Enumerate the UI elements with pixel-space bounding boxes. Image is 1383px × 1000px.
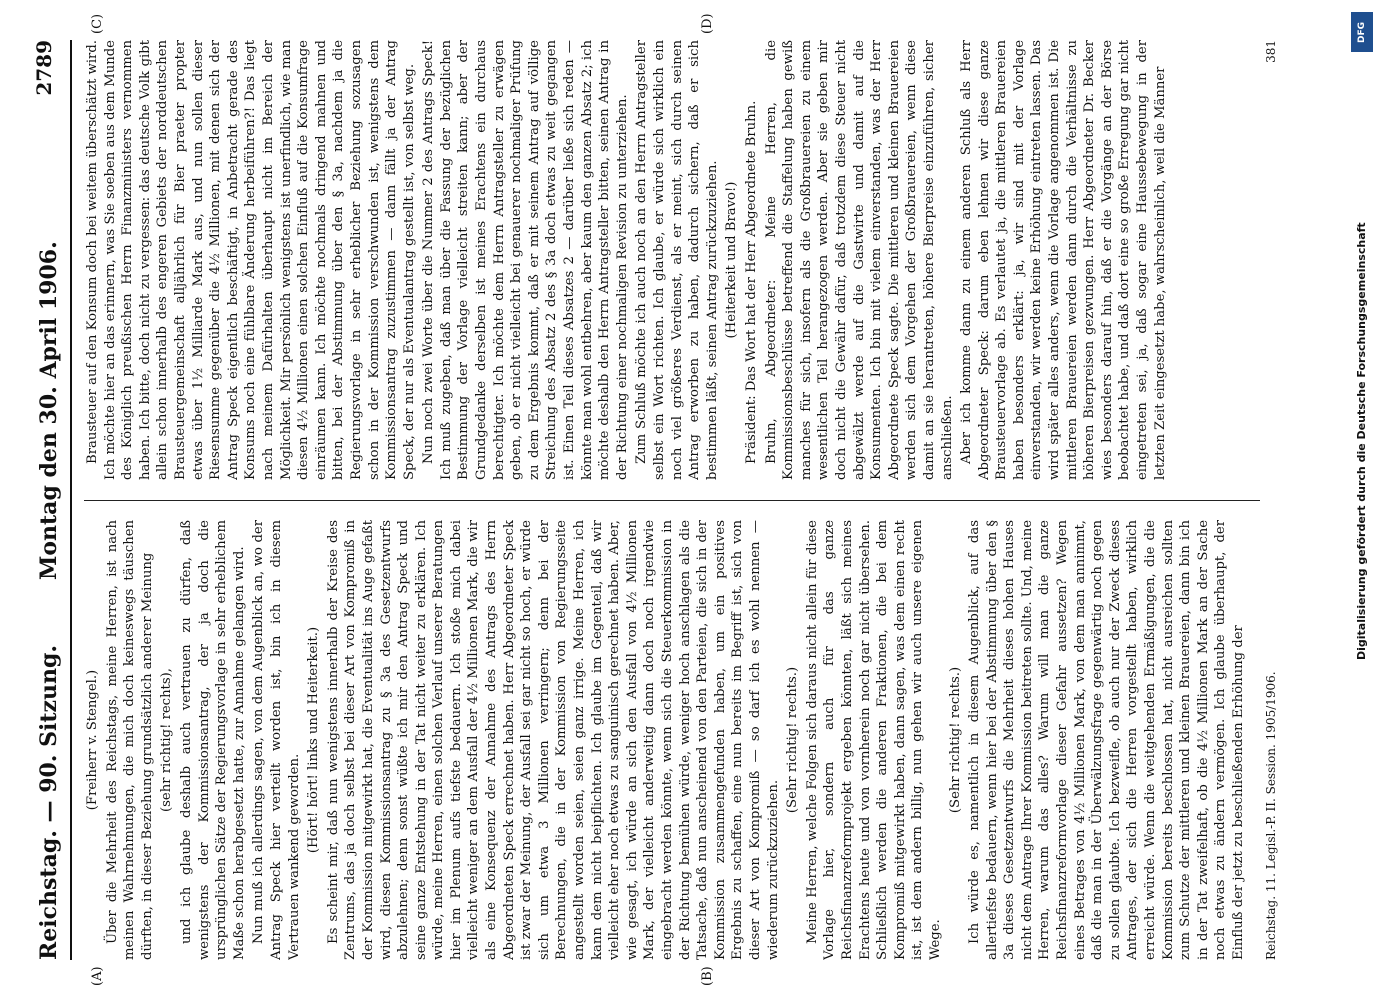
page-header bbox=[30, 40, 72, 960]
margin-letter-a: (A) bbox=[90, 966, 105, 986]
margin-letter-c: (C) bbox=[90, 13, 105, 34]
interjection: (Sehr richtig! rechts.) bbox=[785, 666, 801, 814]
left-text-column bbox=[84, 520, 1260, 960]
header-page-number: 2789 bbox=[32, 40, 56, 96]
interjection: (Hört! hört! links und Heiterkeit.) bbox=[306, 626, 322, 854]
digitization-sidebar bbox=[1343, 0, 1383, 1000]
column-divider bbox=[84, 500, 1260, 501]
paragraph: Brausteuer auf den Konsum doch bei weitem überschätzt wird. Ich möchte hier an das erinnern, was Sie soeben aus dem Munde des Königlich preußischen Herrn Finanzministers vernommen haben. Ich bitte, doch nicht zu vergessen: das deutsche Volk gibt allein schon innerhalb des engeren Gebiets der norddeutschen Brausteuergemeinschaft alljährlich für Bier praeter propter etwas über 1½ Milliarde Mark aus, und nun sollen dieser Riesensumme gegenüber die 4½ Millionen, mit denen sich der Antrag Speck eigentlich beschäftigt, in Anbetracht gerade des Konsums noch eine fühlbare Änderung herbeiführen?! Das liegt nach meinem Dafürhalten überhaupt nicht im Bereich der Möglichkeit. Mir persönlich wenigstens ist unerfindlich, wie man diesen 4½ Millionen einen solchen Einfluß auf die Konsumfrage einräumen kann. Ich möchte nochmals dringend mahnen und bitten, bei der Abstimmung über den § 3a, nachdem ja die Regierungsvorlage in sehr erheblicher Beziehung sozusagen schon in der Kommission verschwunden ist, wenigstens dem Kommissionsantrag zuzustimmen — dann fällt ja der Antrag Speck, der nur als Eventualantrag gestellt ist, von selbst weg. bbox=[85, 40, 417, 480]
paragraph: Ich würde es, namentlich in diesem Augenblick, auf das allertiefste bedauern, wenn hier bei der Abstimmung über den § 3a dieses Gesetzentwurfs die Mehrheit dieses hohen Hauses nicht dem Antrage Ihrer Kommission beitreten sollte. Und, meine Herren, warum das alles? Warum will man die ganze Reichsfinanzreformvorlage dieser Gefahr aussetzen? Wegen eines Betrages von 4½ Millionen Mark, von dem man annimmt, daß die man in der Überwälzungsfrage gegenwärtig noch gegen zu sollen glaubte. Ich bezweifle, ob auch nur der Zweck dieses Antrages, der sich die Herren vorgestellt haben, wirklich erreicht würde. Wenn die weitgehenden Ermäßigungen, die die Kommission bereits beschlossen hat, nicht ausreichen sollten zum Schutze der mittleren und kleinen Brauereien, dann bin ich in der Tat zweifelhaft, ob die 4½ Millionen Mark an der Sache noch etwas zu ändern vermögen. Ich glaube überhaupt, der Einfluß der jetzt zu beschließenden Erhöhung der bbox=[967, 520, 1246, 960]
paragraph: und ich glaube deshalb auch vertrauen zu dürfen, daß wenigstens der Kommissionsantrag, der ja doch die ursprünglichen Sätze der Regierungsvorlage in sehr erheblichem Maße schon herabgesetzt hatte, zur Annahme gelangen wird. bbox=[178, 520, 247, 960]
header-session: Reichstag. — 90. Sitzung. bbox=[36, 644, 62, 960]
paragraph: Nun muß ich allerdings sagen, von dem Augenblick an, wo der Antrag Speck hier verteilt worden ist, bin ich in diesem Vertrauen wankend geworden. bbox=[251, 520, 302, 960]
margin-letter-d: (D) bbox=[700, 13, 715, 34]
interjection: (Freiherr v. Stengel.) bbox=[85, 669, 100, 811]
paragraph: Über die Mehrheit des Reichstags, meine Herren, ist nach meinen Wahrnehmungen, die mich doch keineswegs täuschen dürften, in dieser Beziehung grundsätzlich anderer Meinung bbox=[104, 520, 155, 960]
paragraph: Es scheint mir, daß nun wenigstens innerhalb der Kreise des Zentrums, das ja doch selbst bei dieser Art von Kompromiß in der Kommission mitgewirkt hat, die Eventualität ins Auge gefaßt wird, diesen Kommissionsantrag zu § 3a des Gesetzentwurfs abzulehnen; denn sonst wüßte ich mir den Antrag Speck und seine ganze Entstehung in der Tat nicht weiter zu erklären. Ich würde, meine Herren, einen solchen Verlauf unserer Beratungen hier im Plenum aufs tiefste bedauern. Ich stoße mich dabei vielleicht weniger an dem Ausfall der 4½ Millionen Mark, die wir als eine Konsequenz der Annahme des Antrags des Herrn Abgeordneten Speck errechnet haben. Herr Abgeordneter Speck ist zwar der Meinung, der Ausfall sei gar nicht so hoch, er würde sich um etwa 3 Millionen verringern; denn bei der Berechnungen, die in der Kommission von Regierungsseite angestellt worden seien, seien ganz irrige. Meine Herren, ich kann dem nicht beipflichten. Ich glaube im Gegenteil, daß wir vielleicht eher noch etwas zu sanguinisch gerechnet haben. Aber, wie gesagt, ich würde an sich den Ausfall von 4½ Millionen Mark, der vielleicht anderweitig dann doch noch irgendwie eingebracht werden könnte, wenn sich die Steuerkommission in der Richtung bemühen würde, weniger hoch anschlagen als die Tatsache, daß nun anscheinend von den Parteien, die sich in der Kommission zusammengefunden haben, um ein positives Ergebnis zu schaffen, eine nun bereits im Begriff ist, sich von dieser Art von Kompromiß — so darf ich es wohl nennen — wiederum zurückzuziehen. bbox=[325, 520, 781, 960]
right-text-column bbox=[84, 40, 1260, 480]
paragraph: Nun noch zwei Worte über die Nummer 2 des Antrags Speck! Ich muß zugeben, daß man über die Fassung der bezüglichen Bestimmung der Vorlage vielleicht streiten kann; aber der Grundgedanke derselben ist meines Erachtens ein durchaus berechtigter. Ich möchte dem Herrn Antragsteller zu erwägen geben, ob er nicht vielleicht bei genauerer nochmaliger Prüfung zu dem Ergebnis kommt, daß er mit seinem Antrag auf völlige Streichung des Absatz 2 des § 3a doch etwas zu weit gegangen ist. Einen Teil dieses Absatzes 2 — darüber ließe sich reden — könnte man wohl entbehren, aber kaum den ganzen Absatz 2; ich möchte deshalb den Herrn Antragsteller bitten, seinen Antrag in der Richtung einer nochmaligen Revision zu unterziehen. bbox=[421, 40, 630, 480]
header-date: Montag den 30. April 1906. bbox=[36, 241, 62, 580]
margin-letter-b: (B) bbox=[700, 966, 715, 986]
paragraph: Präsident: Das Wort hat der Herr Abgeordnete Bruhn. bbox=[743, 100, 759, 464]
interjection: (Heiterkeit und Bravo!) bbox=[724, 181, 740, 339]
dfg-logo-icon: DFG bbox=[1351, 12, 1373, 52]
paragraph: Bruhn, Abgeordneter: Meine Herren, die Kommissionsbeschlüsse betreffend die Staffelung haben gewiß manches für sich, insofern als die Großbrauereien zu einem wesentlichen Teil herangezogen werden. Aber sie geben mir doch nicht die Gewähr dafür, daß trotzdem diese Steuer nicht abgewälzt werde auf die Gastwirte und damit auf die Konsumenten. Ich bin mit vielem einverstanden, was der Herr Abgeordnete Speck sagte. Die mittleren und kleinen Brauereien werden sich dem Vorgehen der Großbrauereien, wenn diese damit an sie herantreten, höhere Bierpreise einzuführen, sicher anschließen. bbox=[763, 40, 955, 480]
footer-legislature: Reichstag. 11. Legisl.-P. II. Session. 1905/1906. bbox=[1264, 671, 1278, 960]
paragraph: Aber ich komme dann zu einem anderen Schluß als Herr Abgeordneter Speck: darum eben lehnen wir diese ganze Brausteuervorlage ab. Es verlautet ja, die mittleren Brauereien haben besonders erklärt: ja, wir sind mit der Vorlage einverstanden, wir werden keine Erhöhung eintreten lassen. Das wird später alles anders, wenn die Vorlage angenommen ist. Die mittleren Brauereien werden dann durch die Verhältnisse zu höheren Bierpreisen gezwungen. Herr Abgeordneter Dr. Becker wies besonders darauf hin, daß er die Vorgänge an der Börse beobachtet habe, und daß dort eine so große Erregung gar nicht eingetreten sei, ja, daß sogar eine Haussebewegung in der letzten Zeit eingesetzt habe, wahrscheinlich, weil die Männer bbox=[959, 40, 1168, 480]
interjection: (Sehr richtig! rechts.) bbox=[947, 666, 963, 814]
paragraph: Zum Schluß möchte ich auch noch an den Herrn Antragsteller selbst ein Wort richten. Ich glaube, er würde sich wirklich ein noch viel größeres Verdienst, als er meint, sich durch seinen Antrag erworben zu haben, dadurch sichern, daß er sich bestimmen läßt, seinen Antrag zurückzuziehen. bbox=[634, 40, 720, 480]
interjection: (sehr richtig! rechts), bbox=[159, 668, 175, 812]
dfg-funding-notice: Digitalisierung gefördert durch die Deutsche Forschungsgemeinschaft bbox=[1355, 222, 1368, 660]
footer-sheet-number: 381 bbox=[1264, 40, 1278, 63]
paragraph: Meine Herren, welche Folgen sich daraus nicht allein für diese Vorlage hier, sondern auch für das ganze Reichsfinanzreformprojekt ergeben könnten, läßt sich meines Erachtens heute und von vornherein noch gar nicht übersehen. Schließlich werden die anderen Fraktionen, die bei dem Kompromiß mitgewirkt haben, dann sagen, was dem einen recht ist, ist dem andern billig, nun gehen wir auch unsere eigenen Wege. bbox=[804, 520, 943, 960]
